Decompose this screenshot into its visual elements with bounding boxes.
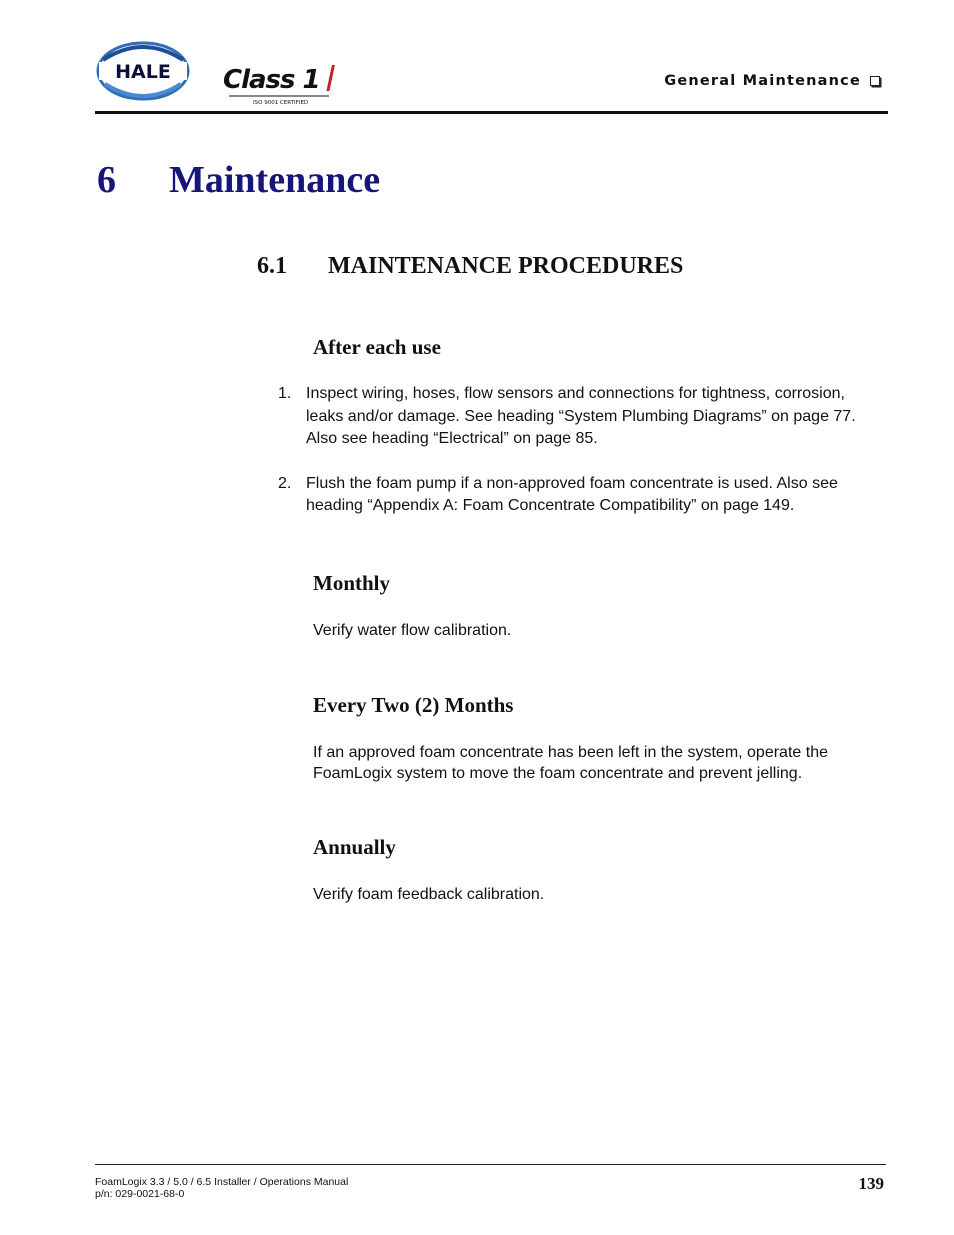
after-each-use-heading: After each use (313, 335, 441, 359)
part-number: p/n: 029-0021-68-0 (95, 1188, 185, 1200)
monthly-heading: Monthly (313, 571, 391, 595)
manual-title: FoamLogix 3.3 / 5.0 / 6.5 Installer / Operations Manual (95, 1176, 349, 1188)
footer-divider (95, 1164, 886, 1165)
page-header (95, 32, 888, 116)
after-each-use-list (278, 383, 886, 540)
header-title-text: General Maintenance (664, 73, 861, 89)
header-title (664, 73, 880, 89)
svg-text:Class 1: Class 1 (223, 65, 320, 95)
hale-logo (95, 38, 191, 104)
section-title: MAINTENANCE PROCEDURES (328, 253, 684, 279)
section-heading (257, 253, 683, 280)
chapter-title: Maintenance (169, 159, 381, 201)
monthly-text: Verify water flow calibration. (313, 622, 512, 639)
chapter-heading (97, 158, 380, 202)
checkbox-square-icon (870, 76, 880, 86)
list-item (278, 473, 886, 518)
chapter-number: 6 (97, 159, 116, 201)
svg-text:HALE: HALE (115, 61, 171, 83)
list-item-marker: 1. (278, 385, 292, 402)
annually-text: Verify foam feedback calibration. (313, 886, 545, 903)
section-number: 6.1 (257, 253, 287, 279)
footer-info (95, 1176, 348, 1200)
class1-logo (221, 60, 343, 108)
list-item-text: Inspect wiring, hoses, flow sensors and connections for tightness, corrosion, leaks and/or damage. See heading “System Plumbing Diagrams” on page 77. Also see heading “Electrical” on page 85. (306, 385, 856, 447)
list-item-text: Flush the foam pump if a non-approved foam concentrate is used. Also see heading “Appendix A: Foam Concentrate Compatibility” on page 149. (306, 474, 838, 514)
list-item-marker: 2. (278, 474, 292, 492)
list-item (278, 383, 886, 451)
page-number: 139 (858, 1174, 884, 1193)
every-two-months-text: If an approved foam concentrate has been left in the system, operate the FoamLogix system to move the foam concentrate and prevent jelling. (313, 744, 828, 782)
annually-heading: Annually (313, 835, 396, 859)
svg-text:ISO 9001 CERTIFIED: ISO 9001 CERTIFIED (253, 100, 309, 106)
header-divider (95, 111, 888, 114)
every-two-months-heading: Every Two (2) Months (313, 693, 514, 717)
